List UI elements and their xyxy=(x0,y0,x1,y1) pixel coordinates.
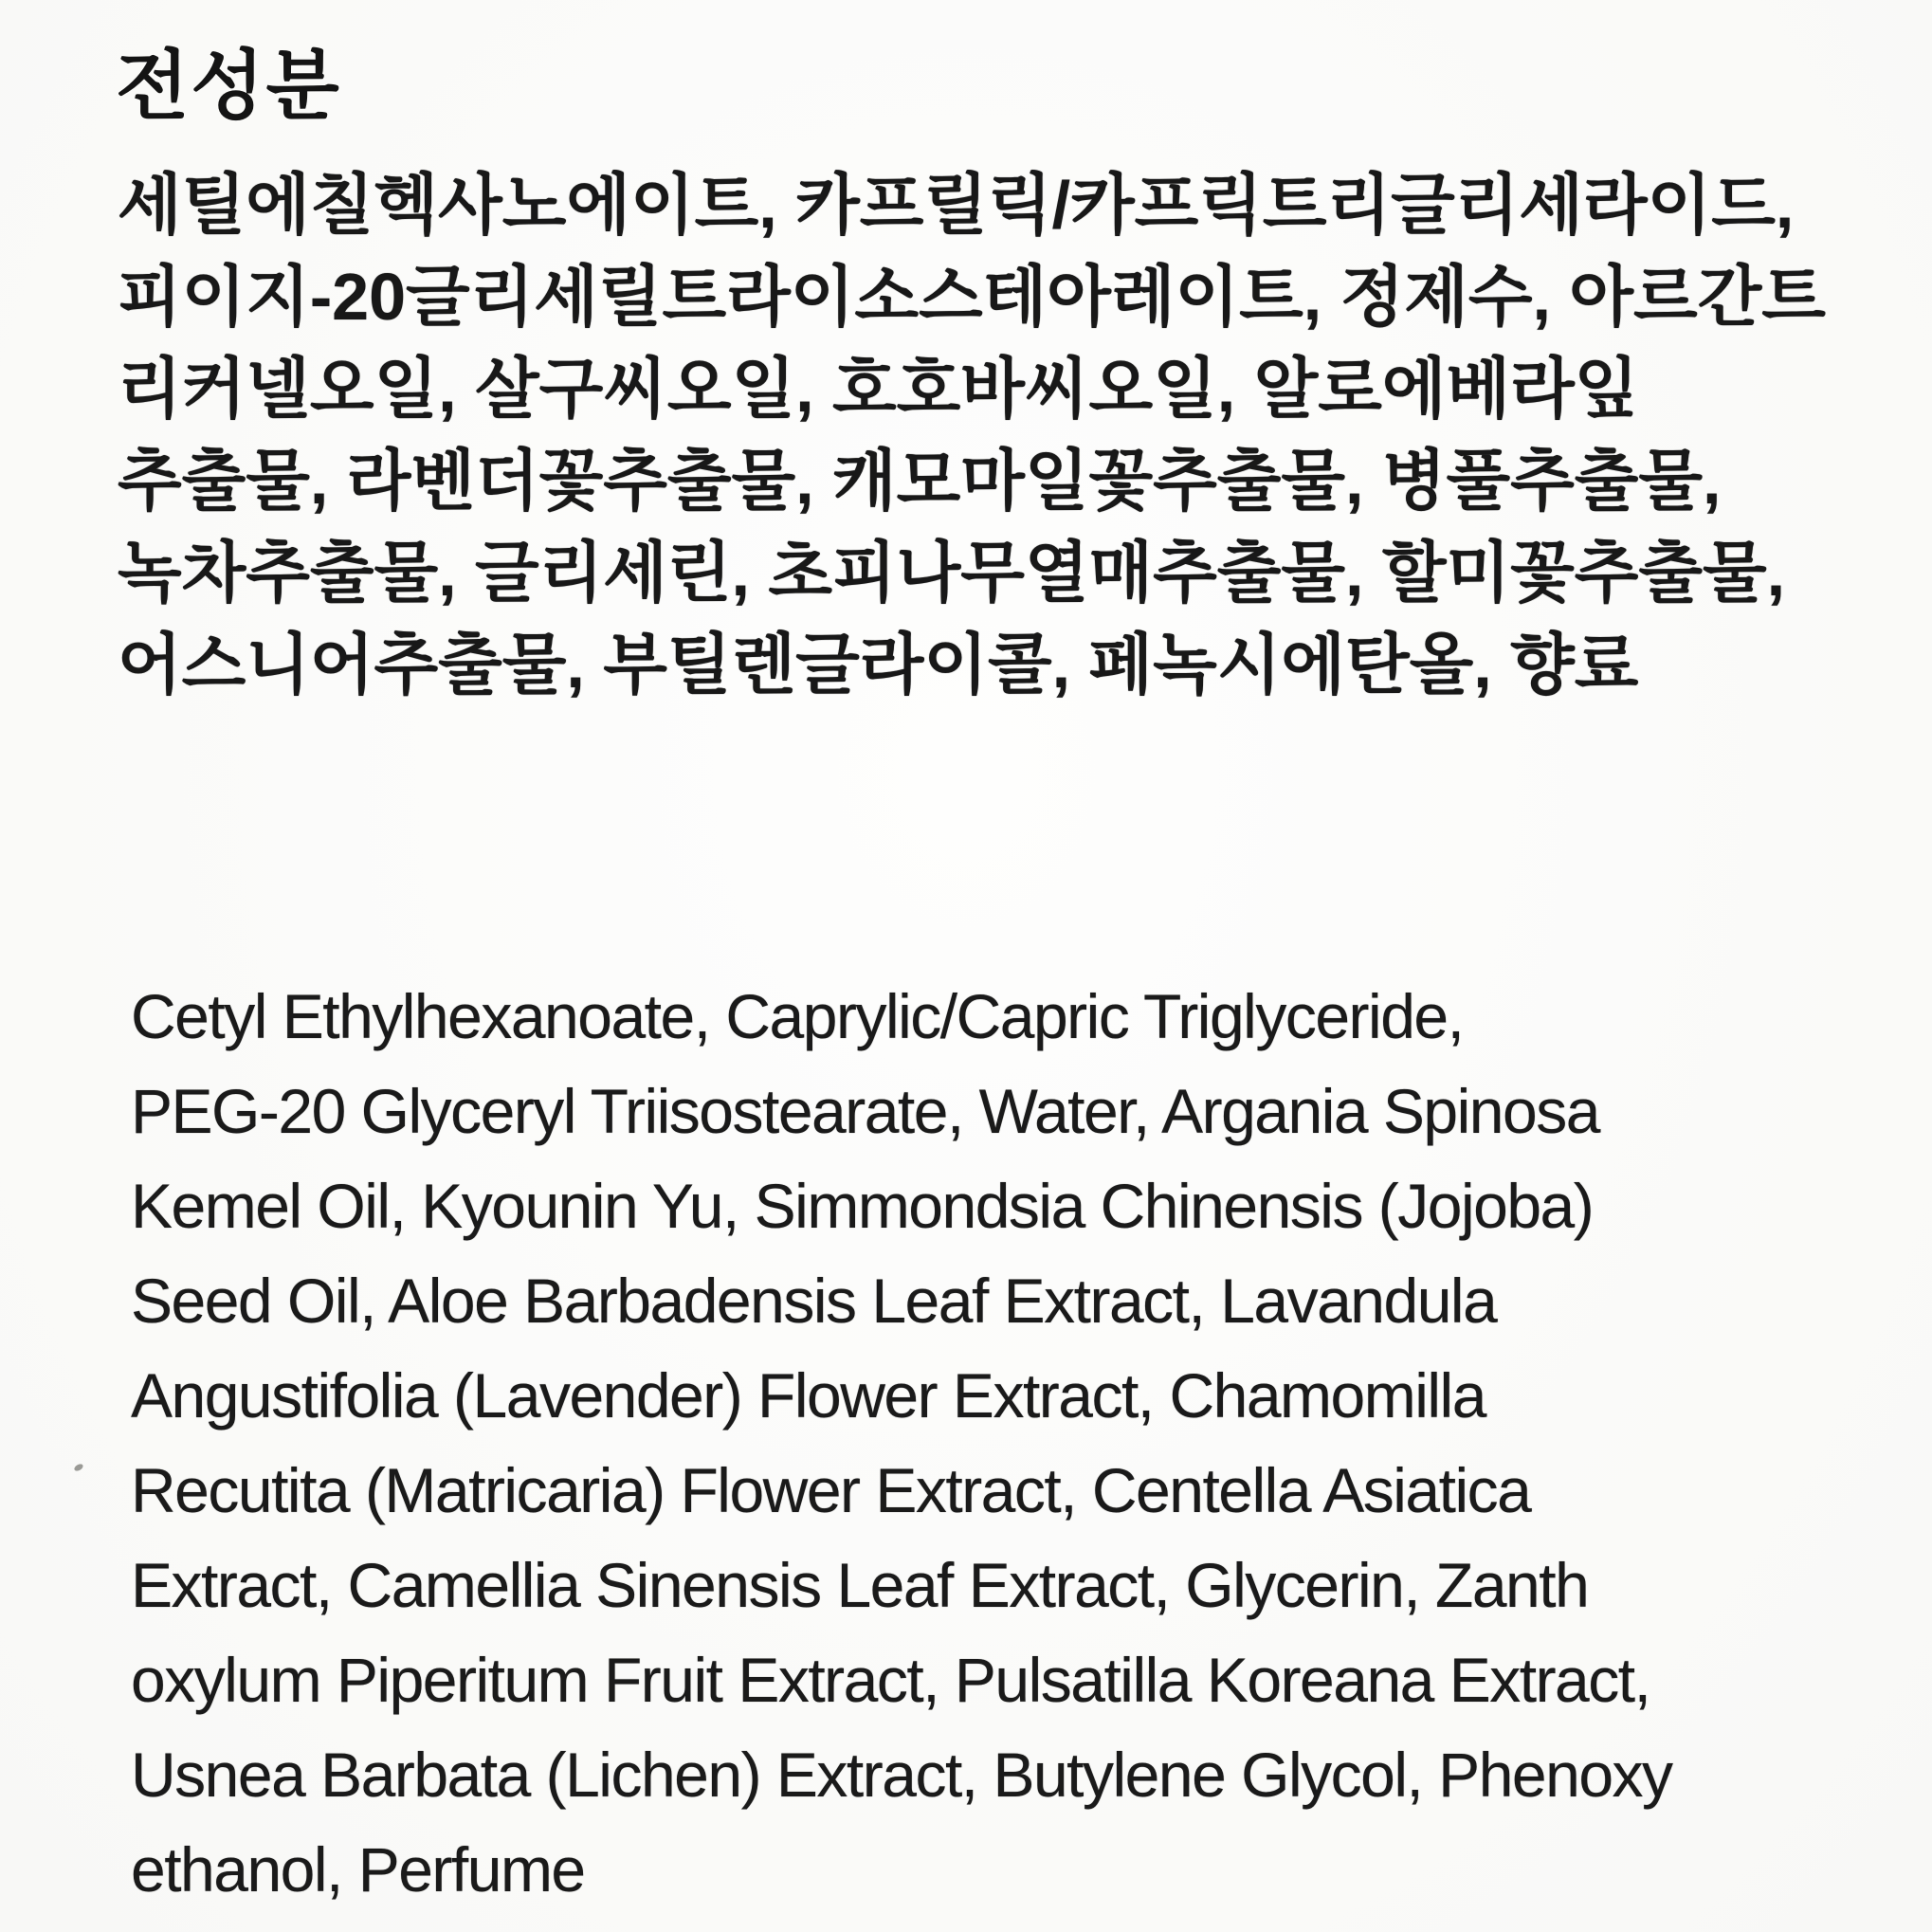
english-ingredient-line: Recutita (Matricaria) Flower Extract, Centella Asiatica xyxy=(131,1455,1531,1525)
english-ingredient-line: ethanol, Perfume xyxy=(131,1834,585,1905)
english-ingredient-line: Seed Oil, Aloe Barbadensis Leaf Extract, Lavandula xyxy=(131,1266,1497,1336)
korean-ingredient-line: 추출물, 라벤더꽃추출물, 캐모마일꽃추출물, 병풀추출물, xyxy=(118,444,1722,518)
english-ingredient-line: Extract, Camellia Sinensis Leaf Extract, Glycerin, Zanth xyxy=(131,1550,1589,1620)
korean-ingredient-line: 피이지-20글리세릴트라이소스테아레이트, 정제수, 아르간트 xyxy=(118,260,1826,334)
korean-ingredient-line: 어스니어추출물, 부틸렌글라이콜, 페녹시에탄올, 향료 xyxy=(118,628,1639,702)
english-ingredient-line: Cetyl Ethylhexanoate, Caprylic/Capric Triglyceride, xyxy=(131,981,1464,1051)
english-ingredient-list xyxy=(131,969,1856,1917)
korean-ingredient-line: 세틸에칠헥사노에이트, 카프릴릭/카프릭트리글리세라이드, xyxy=(118,168,1795,242)
english-ingredient-line: Kemel Oil, Kyounin Yu, Simmondsia Chinensis (Jojoba) xyxy=(131,1171,1594,1241)
scan-dust-speck xyxy=(73,1463,84,1472)
ingredients-title: 전성분 xyxy=(116,44,341,128)
korean-ingredient-line: 녹차추출물, 글리세린, 초피나무열매추출물, 할미꽃추출물, xyxy=(118,536,1786,610)
english-ingredient-line: Usnea Barbata (Lichen) Extract, Butylene Glycol, Phenoxy xyxy=(131,1740,1672,1810)
korean-ingredient-line: 리커넬오일, 살구씨오일, 호호바씨오일, 알로에베라잎 xyxy=(118,352,1639,426)
korean-ingredient-list xyxy=(118,159,1843,711)
english-ingredient-line: PEG-20 Glyceryl Triisostearate, Water, Argania Spinosa xyxy=(131,1076,1599,1146)
english-ingredient-line: Angustifolia (Lavender) Flower Extract, Chamomilla xyxy=(131,1360,1485,1431)
english-ingredient-line: oxylum Piperitum Fruit Extract, Pulsatilla Koreana Extract, xyxy=(131,1645,1650,1715)
